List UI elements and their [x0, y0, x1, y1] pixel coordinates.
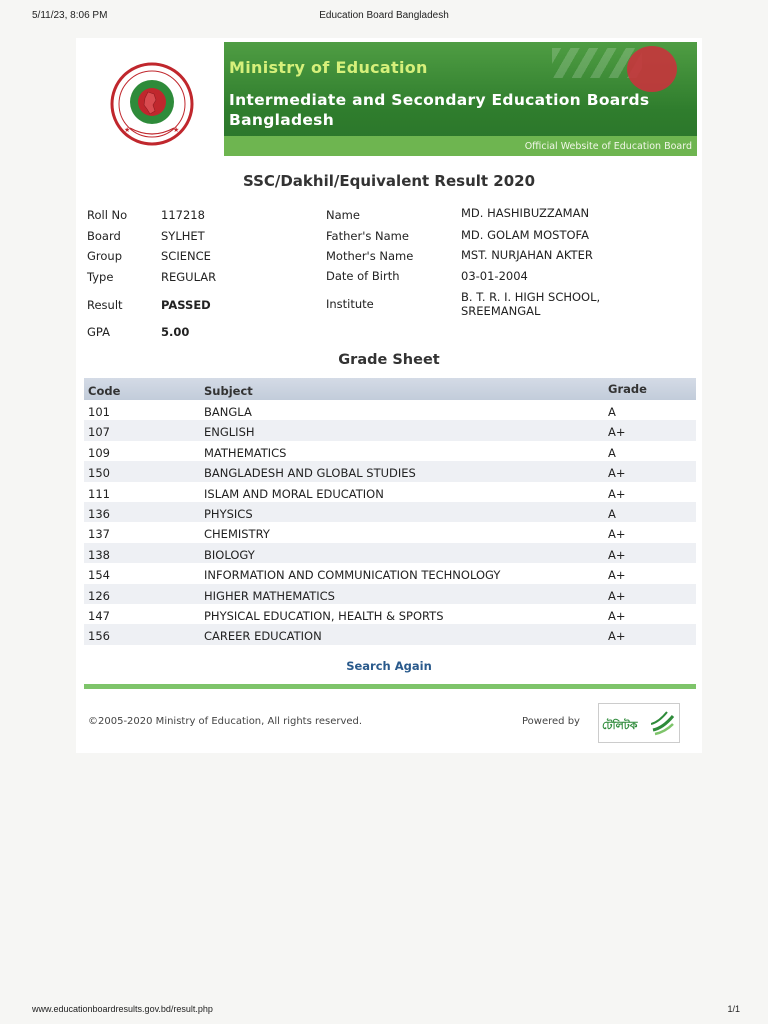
type-value: REGULAR	[161, 270, 217, 284]
grade-code: 109	[88, 445, 110, 460]
institute-label: Institute	[326, 297, 374, 311]
grade-value: A+	[608, 527, 626, 542]
grade-row	[84, 543, 696, 563]
name-value: MD. HASHIBUZZAMAN	[461, 206, 590, 220]
print-footer	[32, 1004, 740, 1018]
grade-value: A+	[608, 629, 626, 644]
grade-subject: HIGHER MATHEMATICS	[204, 588, 335, 603]
grade-value: A	[608, 405, 616, 419]
grade-subject: ENGLISH	[204, 425, 255, 440]
grade-row	[84, 420, 696, 440]
grade-table-header	[84, 378, 696, 400]
grade-row	[84, 563, 696, 583]
grade-value: A+	[608, 609, 626, 623]
teletalk-logo[interactable]	[598, 703, 680, 743]
print-title: Education Board Bangladesh	[319, 10, 449, 21]
grade-code: 147	[88, 609, 110, 623]
grade-value: A+	[608, 588, 626, 603]
grade-code: 150	[88, 466, 110, 481]
roll-no-label: Roll No	[87, 208, 128, 222]
grade-subject: PHYSICAL EDUCATION, HEALTH & SPORTS	[204, 609, 444, 623]
print-date: 5/11/23, 8:06 PM	[32, 10, 108, 21]
print-url: www.educationboardresults.gov.bd/result.php	[32, 1004, 213, 1014]
teletalk-leaf-icon	[651, 710, 675, 736]
grade-row	[84, 502, 696, 522]
grade-subject: CHEMISTRY	[204, 527, 270, 542]
mother-name-label: Mother's Name	[326, 249, 414, 263]
result-title: SSC/Dakhil/Equivalent Result 2020	[242, 172, 536, 190]
father-name-value: MD. GOLAM MOSTOFA	[461, 228, 589, 242]
grade-subject: BIOLOGY	[204, 547, 255, 562]
grade-subject: BANGLA	[204, 405, 252, 419]
grade-row	[84, 400, 696, 420]
board-label: Board	[87, 229, 121, 243]
group-value: SCIENCE	[161, 249, 211, 263]
grade-value: A	[608, 507, 616, 521]
result-value: PASSED	[161, 298, 211, 312]
grade-sheet-title: Grade Sheet	[338, 352, 440, 368]
boards-title-line1: Intermediate and Secondary Education Boards	[229, 91, 650, 109]
grade-code: 156	[88, 629, 110, 644]
copyright-text: ©2005-2020 Ministry of Education, All rights reserved.	[88, 716, 363, 727]
grade-value: A+	[608, 568, 626, 583]
official-website-link[interactable]: Official Website of Education Board	[524, 141, 692, 152]
type-label: Type	[87, 270, 114, 284]
svg-text:★: ★	[173, 126, 180, 134]
grade-code: 138	[88, 547, 110, 562]
teletalk-logo-text: টেলিটক	[602, 719, 638, 732]
result-label: Result	[87, 298, 123, 312]
grade-row	[84, 522, 696, 542]
boards-title	[229, 90, 649, 130]
board-value: SYLHET	[161, 229, 205, 243]
print-page-number: 1/1	[727, 1004, 740, 1014]
grade-row	[84, 584, 696, 604]
grade-code: 126	[88, 588, 110, 603]
mother-name-value: MST. NURJAHAN AKTER	[461, 248, 593, 262]
gpa-value: 5.00	[161, 325, 190, 339]
header-grade: Grade	[608, 382, 647, 396]
grade-code: 154	[88, 568, 110, 583]
powered-by-label: Powered by	[522, 716, 580, 727]
dob-value: 03-01-2004	[461, 269, 528, 283]
grade-subject: BANGLADESH AND GLOBAL STUDIES	[204, 466, 416, 481]
grade-subject: PHYSICS	[204, 507, 253, 521]
grade-value: A+	[608, 466, 626, 481]
grade-subject: INFORMATION AND COMMUNICATION TECHNOLOGY	[204, 568, 501, 583]
gpa-label: GPA	[87, 325, 110, 339]
ministry-title: Ministry of Education	[229, 58, 428, 77]
grade-value: A+	[608, 425, 626, 440]
print-header	[32, 10, 736, 24]
institute-line1: B. T. R. I. HIGH SCHOOL,	[461, 290, 601, 304]
grade-code: 111	[88, 486, 110, 501]
header-banner	[224, 42, 697, 156]
header-subject: Subject	[204, 384, 253, 398]
grade-row	[84, 604, 696, 624]
grade-row	[84, 441, 696, 461]
government-seal-icon	[110, 62, 194, 146]
header-code: Code	[88, 384, 121, 398]
name-label: Name	[326, 208, 360, 222]
boards-title-line2: Bangladesh	[229, 111, 335, 129]
grade-value: A	[608, 445, 616, 460]
roll-no-value: 117218	[161, 208, 205, 222]
institute-line2: SREEMANGAL	[461, 304, 541, 318]
grade-row	[84, 482, 696, 502]
grade-row	[84, 624, 696, 644]
footer-divider	[84, 684, 696, 689]
grade-value: A+	[608, 486, 626, 501]
flag-circle-decoration	[627, 46, 677, 92]
grade-code: 101	[88, 405, 110, 419]
grade-subject: CAREER EDUCATION	[204, 629, 322, 644]
grade-value: A+	[608, 547, 626, 562]
grade-row	[84, 461, 696, 481]
grade-subject: MATHEMATICS	[204, 445, 287, 460]
search-again-link[interactable]: Search Again	[346, 659, 432, 673]
father-name-label: Father's Name	[326, 229, 409, 243]
grade-code: 137	[88, 527, 110, 542]
grade-subject: ISLAM AND MORAL EDUCATION	[204, 486, 384, 501]
svg-text:★: ★	[124, 126, 131, 134]
group-label: Group	[87, 249, 123, 263]
dob-label: Date of Birth	[326, 269, 400, 283]
grade-code: 107	[88, 425, 110, 440]
grade-code: 136	[88, 507, 110, 521]
